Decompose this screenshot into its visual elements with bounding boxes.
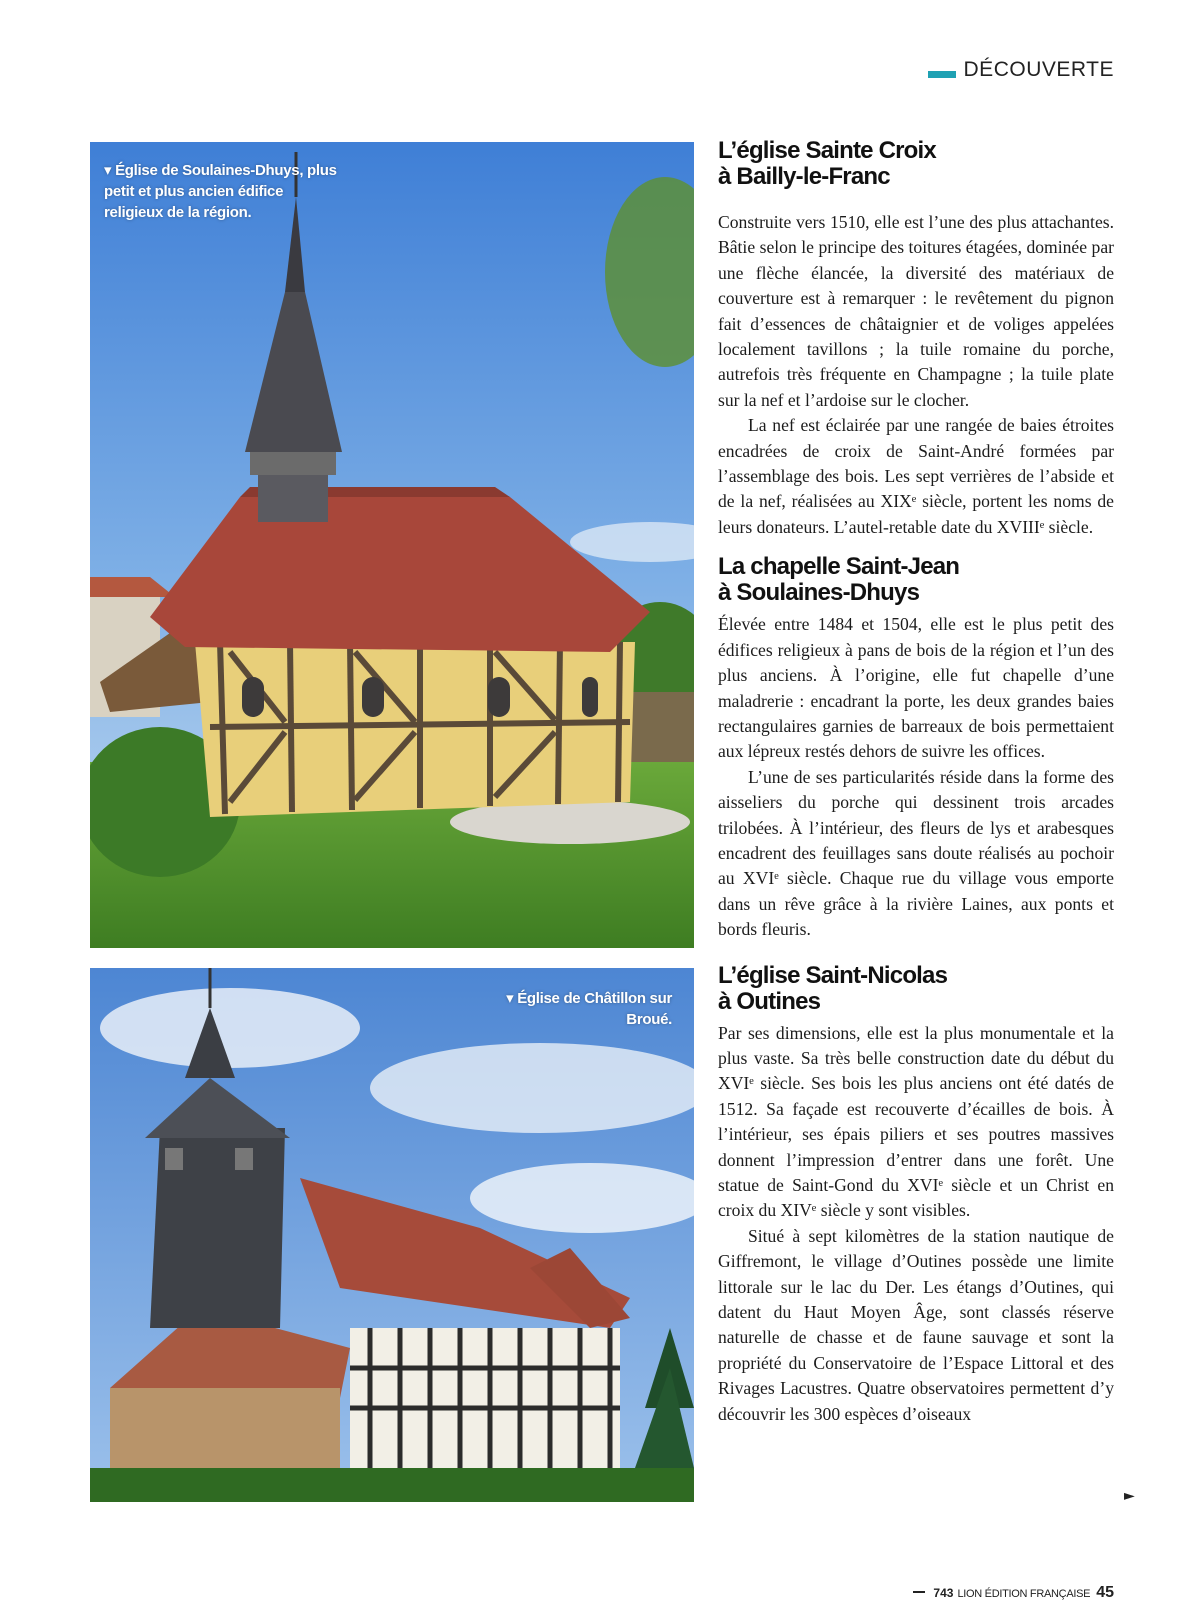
section-title-line: à Outines [718,987,821,1015]
photo-caption: ▾ Église de Châtillon sur Broué. [506,990,672,1028]
page-number: 45 [1096,1584,1114,1601]
church-illustration-1 [90,142,694,948]
section-accent-bar [928,71,956,78]
continue-arrow-icon: ► [1124,1488,1135,1504]
issue-number: 743 [933,1586,954,1600]
body-paragraph: La nef est éclairée par une rangée de baies étroites encadrées de croix de Saint-André formées par l’assemblage des bois. Les sept verrières de l’abside et de la nef, réalisées au XIXᵉ siècle, portent les noms de leurs donateurs. L’autel-retable date du XVIIIᵉ siècle. [718,415,1114,537]
section-title-line: à Soulaines-Dhuys [718,579,920,607]
body-paragraph: Élevée entre 1484 et 1504, elle est le plus petit des édifices religieux à pans de bois de la région et l’un des plus anciens. À l’origine, elle fut chapelle d’une maladrerie : encadrant la porte, les deux grandes baies rectangulaires garnies de barreaux de bois permettaient aux lépreux restés dehors de suivre les offices. [718,614,1114,762]
body-paragraph: Construite vers 1510, elle est l’une des plus attachantes. Bâtie selon le principe des toitures étagées, dominée par une flèche élancée, la diversité des matériaux de couverture est à remarquer : le revêtement du pignon fait d’essences de châtaignier et de voliges appelées localement tavillons ; la tuile romaine du porche, autrefois très fréquente en Champagne ; la tuile plate sur la nef et l’ardoise sur le clocher. [718,212,1114,410]
page-footer [913,1584,1114,1602]
footer-dash [913,1591,925,1593]
section-saint-jean [718,554,1114,942]
section-title-line: L’église Saint-Nicolas [718,961,948,989]
section-label: DÉCOUVERTE [963,58,1114,81]
section-title-line: L’église Sainte Croix [718,137,936,164]
church-illustration-2 [90,968,694,1502]
section-header [928,58,1114,82]
section-saint-nicolas [718,963,1114,1428]
photo-chatillon-sur-broue [90,968,694,1502]
article-column [718,138,1114,1427]
section-sainte-croix [718,138,1114,540]
section-title [718,554,1114,606]
section-title-line: à Bailly-le-Franc [718,163,890,190]
photo-soulaines-dhuys [90,142,694,948]
body-paragraph: Situé à sept kilomètres de la station nautique de Giffremont, le village d’Outines possède une limite littorale sur le lac du Der. Les étangs d’Outines, qui datent du Haut Moyen Âge, sont classés réserve naturelle de chasse et de faune sauvage et sont la propriété du Conservatoire de l’Espace Littoral et des Rivages Lacustres. Quatre observatoires permettent d’y découvrir les 300 espèces d’oiseaux [718,1225,1114,1424]
publication-name: LION ÉDITION FRANÇAISE [957,1588,1091,1600]
section-title-line: La chapelle Saint-Jean [718,553,960,581]
body-paragraph: Par ses dimensions, elle est la plus monumentale et la plus vaste. Sa très belle construction date du début du XVIᵉ siècle. Ses bois les plus anciens ont été datés de 1512. Sa façade est recouverte d’écailles de bois. À l’intérieur, ses épais piliers et ses poutres massives donnent l’impression d’entrer dans une forêt. Une statue de Saint-Gond du XVIᵉ siècle et un Christ en croix du XIVᵉ siècle y sont visibles. [718,1022,1114,1221]
section-title [718,963,1114,1015]
section-title [718,138,1114,190]
photo-caption: ▾ Église de Soulaines-Dhuys, plus petit et plus ancien édifice religieux de la région. [104,162,337,221]
body-paragraph: L’une de ses particularités réside dans la forme des aisseliers du porche qui dessinent trois arcades trilobées. À l’intérieur, des fleurs de lys et arabesques encadrent des feuillages sans doute réalisés au pochoir au XVIᵉ siècle. Chaque rue du village vous emporte dans un rêve grâce à la rivière Laines, aux ponts et bords fleuris. [718,766,1114,940]
